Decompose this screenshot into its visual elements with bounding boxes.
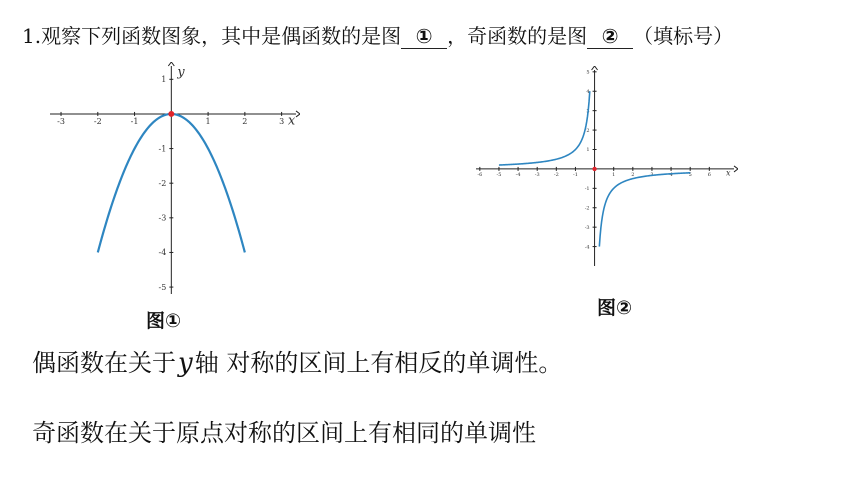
x-axis-arrow [296, 111, 300, 117]
x-tick-label: -3 [57, 116, 65, 126]
x-tick-label: 2 [242, 116, 248, 126]
y-tick-label: 1 [161, 75, 167, 85]
y-tick-label: -4 [158, 248, 167, 258]
x-tick-label: 3 [650, 171, 654, 178]
x-tick-label: 6 [707, 171, 711, 178]
origin-point [168, 111, 174, 117]
statement-odd: 奇函数在关于原点对称的区间上有相同的单调性 [32, 419, 536, 447]
answer-blank-odd[interactable]: ② [587, 24, 633, 49]
x-tick-label: -2 [93, 116, 102, 126]
y-tick-label: -5 [158, 282, 167, 292]
x-axis-label: x [288, 113, 296, 129]
y-tick-label: 4 [586, 88, 590, 95]
x-tick-label: -1 [573, 171, 578, 178]
x-tick-label: 2 [631, 171, 635, 178]
statement-even-variable: y [178, 348, 193, 378]
question-prefix: 1.观察下列函数图象，其中是偶函数的是图 [22, 24, 402, 48]
x-tick-label: -6 [477, 171, 483, 178]
x-tick-label: 3 [279, 116, 285, 126]
statement-even-part2: 轴 对称的区间上有相反的单调性。 [194, 349, 563, 377]
x-tick-label: 4 [669, 171, 673, 178]
caption-figure-1: 图① [146, 310, 182, 332]
y-tick-label: -3 [584, 224, 590, 231]
x-axis-arrow [734, 166, 738, 172]
y-tick-label: 2 [586, 127, 590, 134]
y-tick-label: -1 [158, 144, 167, 154]
y-tick-label: 5 [586, 69, 590, 76]
y-tick-label: -2 [584, 205, 590, 212]
x-tick-label: -4 [515, 171, 521, 178]
origin-point [592, 167, 596, 171]
question-text [22, 20, 733, 49]
caption-figure-2: 图② [597, 297, 633, 319]
y-tick-label: 1 [586, 147, 590, 154]
x-axis-label: x [726, 168, 731, 178]
x-tick-label: -3 [534, 171, 540, 178]
x-tick-label: 5 [688, 171, 692, 178]
graph-figure-2 [476, 66, 738, 266]
x-tick-label: -1 [130, 116, 139, 126]
y-axis-arrow [168, 62, 174, 66]
statement-even-part1: 偶函数在关于 [32, 349, 176, 377]
y-tick-label: -2 [158, 178, 167, 188]
answer-blank-even[interactable]: ① [401, 24, 447, 49]
x-tick-label: -5 [496, 171, 502, 178]
y-tick-label: 3 [586, 108, 590, 115]
question-middle: ，奇函数的是图 [447, 24, 588, 48]
statement-even [32, 343, 562, 378]
question-suffix: （填标号） [633, 24, 734, 48]
x-tick-label: 1 [612, 171, 616, 178]
y-tick-label: -4 [584, 244, 590, 251]
y-axis-arrow [592, 66, 598, 70]
hyperbola-right-branch [599, 173, 690, 247]
y-tick-label: -1 [584, 186, 590, 193]
y-tick-label: -3 [158, 213, 167, 223]
x-tick-label: 1 [205, 116, 211, 126]
hyperbola-left-branch [499, 88, 590, 165]
y-axis-label: y [177, 65, 185, 80]
x-tick-label: -2 [553, 171, 559, 178]
graph-figure-1 [50, 62, 300, 294]
